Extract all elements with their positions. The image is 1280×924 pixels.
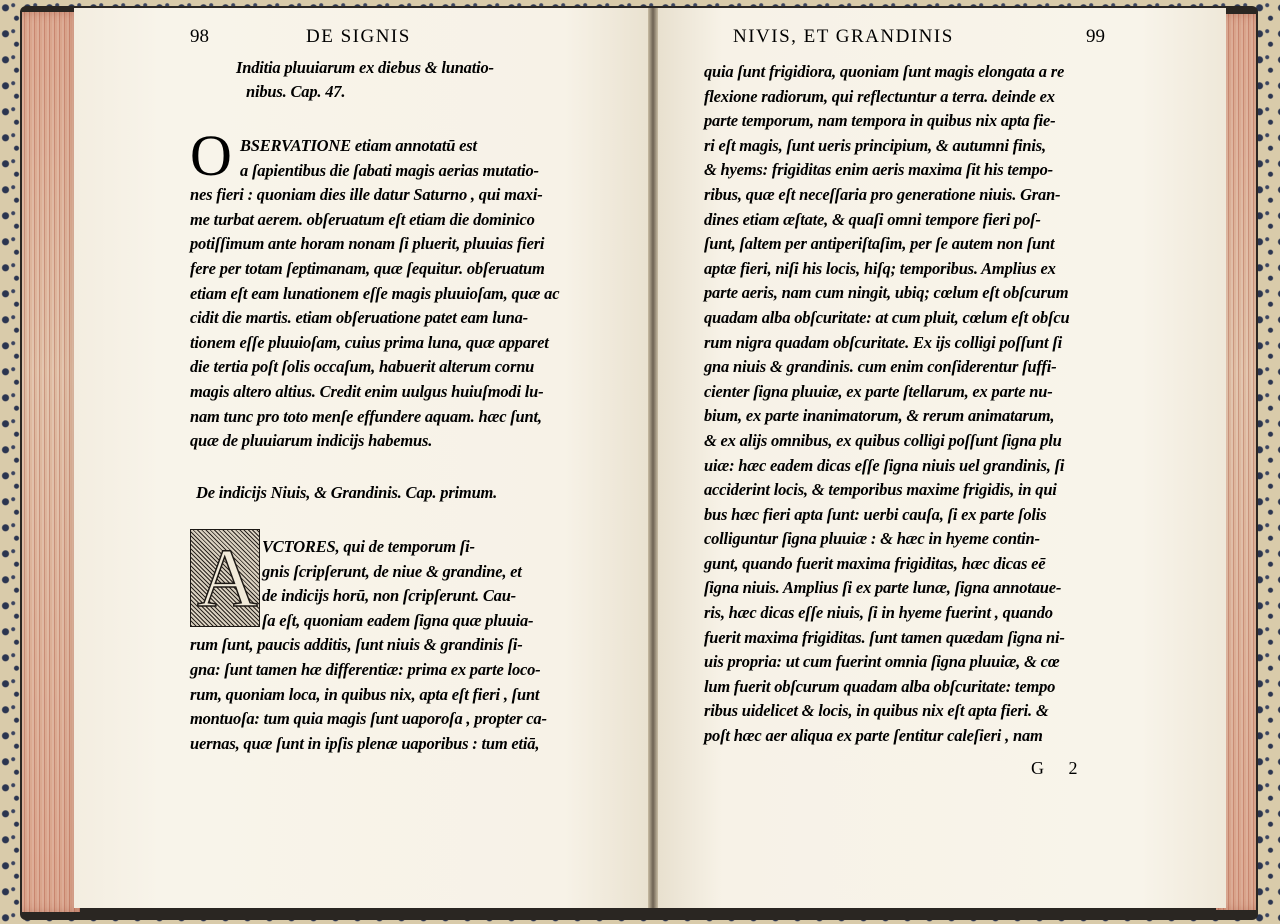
text-line: uis propria: ut cum fuerint omnia ſigna pluuiæ, & cœ bbox=[704, 652, 1060, 672]
text-line: nes fieri : quoniam dies ille datur Saturno , qui maxi- bbox=[190, 185, 543, 205]
text-line: me turbat aerem. obſeruatum eſt etiam die dominico bbox=[190, 209, 535, 229]
text-line: quadam alba obſcuritate: at cum pluit, cœlum eſt obſcu bbox=[704, 307, 1070, 327]
text-line: & ex alijs omnibus, ex quibus colligi poſſunt ſigna plu bbox=[704, 430, 1062, 450]
text-line: rum nigra quadam obſcuritate. Ex ijs colligi poſſunt ſi bbox=[704, 332, 1063, 352]
text-line: gnis ſcripſerunt, de niue & grandine, et bbox=[262, 561, 522, 581]
text-line: etiam eſt eam lunationem eſſe magis pluuioſam, quæ ac bbox=[190, 283, 560, 303]
text-line: ris, hæc dicas eſſe niuis, ſi in hyeme fuerint , quando bbox=[704, 603, 1053, 623]
right-folio: 99 bbox=[1086, 26, 1105, 47]
text-line: die tertia poſt ſolis occaſum, habuerit alterum cornu bbox=[190, 357, 535, 377]
text-line: dines etiam æſtate, & quaſi omni tempore fieri poſ- bbox=[704, 209, 1041, 229]
chapter1-title-line: De indicijs Niuis, & Grandinis. Cap. primum. bbox=[196, 483, 498, 502]
text-line: flexione radiorum, qui reflectuntur a terra. deinde ex bbox=[704, 86, 1055, 106]
left-folio: 98 bbox=[190, 26, 209, 47]
chapter1-body bbox=[190, 532, 547, 756]
text-line: ſa eſt, quoniam eadem ſigna quæ pluuia- bbox=[262, 610, 534, 630]
text-line: tionem eſſe pluuioſam, cuius prima luna, quæ apparet bbox=[190, 332, 549, 352]
text-line: rum, quoniam loca, in quibus nix, apta eſt fieri , ſunt bbox=[190, 684, 540, 704]
text-line: colliguntur ſigna pluuiæ : & hæc in hyeme contin- bbox=[704, 529, 1040, 549]
text-line: montuoſa: tum quia magis ſunt uaporoſa , propter ca- bbox=[190, 709, 547, 729]
text-line: fere per totam ſeptimanam, quæ ſequitur. obſeruatum bbox=[190, 258, 545, 278]
text-line: lum fuerit obſcurum quadam alba obſcuritate: tempo bbox=[704, 676, 1056, 696]
right-page-body bbox=[704, 60, 1070, 749]
chapter47-title bbox=[236, 56, 494, 104]
woodcut-initial-letter: A bbox=[197, 532, 258, 625]
text-line: poſt hæc aer aliqua ex parte ſentitur caleſieri , nam bbox=[704, 726, 1043, 746]
text-line: rum ſunt, paucis additis, ſunt niuis & grandinis ſi- bbox=[190, 635, 523, 655]
text-line: parte temporum, nam tempora in quibus nix apta fie- bbox=[704, 111, 1056, 131]
chapter47-body bbox=[190, 123, 560, 454]
page-edges-left bbox=[22, 12, 80, 912]
text-line: nam tunc pro toto menſe effundere aquam. hæc ſunt, bbox=[190, 406, 542, 426]
text-line: potiſſimum ante horam nonam ſi pluerit, pluuias fieri bbox=[190, 234, 545, 254]
chapter47-title-line: Inditia pluuiarum ex diebus & lunatio- bbox=[236, 58, 494, 77]
text-line: gna: ſunt tamen hæ differentiæ: prima ex parte loco- bbox=[190, 659, 541, 679]
signature-mark: G 2 bbox=[1031, 758, 1088, 778]
text-line: gna niuis & grandinis. cum enim conſiderentur ſuffi- bbox=[704, 357, 1057, 377]
text-line: ſigna niuis. Amplius ſi ex parte lunæ, ſigna annotaue- bbox=[704, 578, 1062, 598]
text-line: cidit die martis. etiam obſeruatione patet eam luna- bbox=[190, 308, 528, 328]
text-line: gunt, quando fuerit maxima frigiditas, hæc dicas eē bbox=[704, 553, 1046, 573]
right-running-head: NIVIS, ET GRANDINIS bbox=[733, 26, 954, 47]
text-line: quæ de pluuiarum indicijs habemus. bbox=[190, 431, 433, 451]
text-line: ſunt, ſaltem per antiperiſtaſim, per ſe autem non ſunt bbox=[704, 234, 1055, 254]
text-line: BSERVATIONE etiam annotatū est bbox=[240, 136, 477, 155]
text-line: acciderint locis, & temporibus maxime frigidis, in qui bbox=[704, 480, 1057, 500]
text-line: uiæ: hæc eadem dicas eſſe ſigna niuis uel grandinis, ſi bbox=[704, 455, 1065, 475]
text-line: fuerit maxima frigiditas. ſunt tamen quædam ſigna ni- bbox=[704, 627, 1065, 647]
left-running-head: DE SIGNIS bbox=[306, 26, 411, 47]
text-line: bus hæc fieri apta ſunt: uerbi cauſa, ſi ex parte ſolis bbox=[704, 504, 1047, 524]
text-line: quia ſunt frigidiora, quoniam ſunt magis elongata a re bbox=[704, 62, 1065, 81]
text-line: bium, ex parte inanimatorum, & rerum animatarum, bbox=[704, 406, 1055, 426]
text-line: a ſapientibus die ſabati magis aerias mutatio- bbox=[240, 160, 539, 180]
chapter47-title-line: nibus. Cap. 47. bbox=[246, 82, 346, 101]
text-line: ribus, quæ eſt neceſſaria pro generatione niuis. Gran- bbox=[704, 184, 1061, 204]
text-line: VCTORES, qui de temporum ſi- bbox=[262, 537, 475, 556]
text-line: aptæ fieri, niſi his locis, hiſq; temporibus. Amplius ex bbox=[704, 258, 1056, 278]
text-line: de indicijs horū, non ſcripſerunt. Cau- bbox=[262, 586, 516, 606]
drop-cap-initial: O bbox=[190, 123, 232, 188]
text-line: ri eſt magis, ſunt ueris principium, & autumni finis, bbox=[704, 135, 1046, 155]
text-line: parte aeris, nam cum ningit, ubiq; cœlum eſt obſcurum bbox=[704, 283, 1069, 303]
text-line: uernas, quæ ſunt in ipſis plenæ uaporibus : tum etiā, bbox=[190, 733, 540, 753]
book-gutter bbox=[648, 8, 658, 908]
chapter1-title bbox=[196, 481, 497, 505]
text-line: magis altero altius. Credit enim uulgus huiuſmodi lu- bbox=[190, 381, 544, 401]
text-line: cienter ſigna pluuiæ, ex parte ſtellarum, ex parte nu- bbox=[704, 381, 1053, 401]
text-line: & hyems: frigiditas enim aeris maxima ſit his tempo- bbox=[704, 160, 1053, 180]
text-line: ribus uidelicet & locis, in quibus nix eſt apta fieri. & bbox=[704, 701, 1049, 721]
